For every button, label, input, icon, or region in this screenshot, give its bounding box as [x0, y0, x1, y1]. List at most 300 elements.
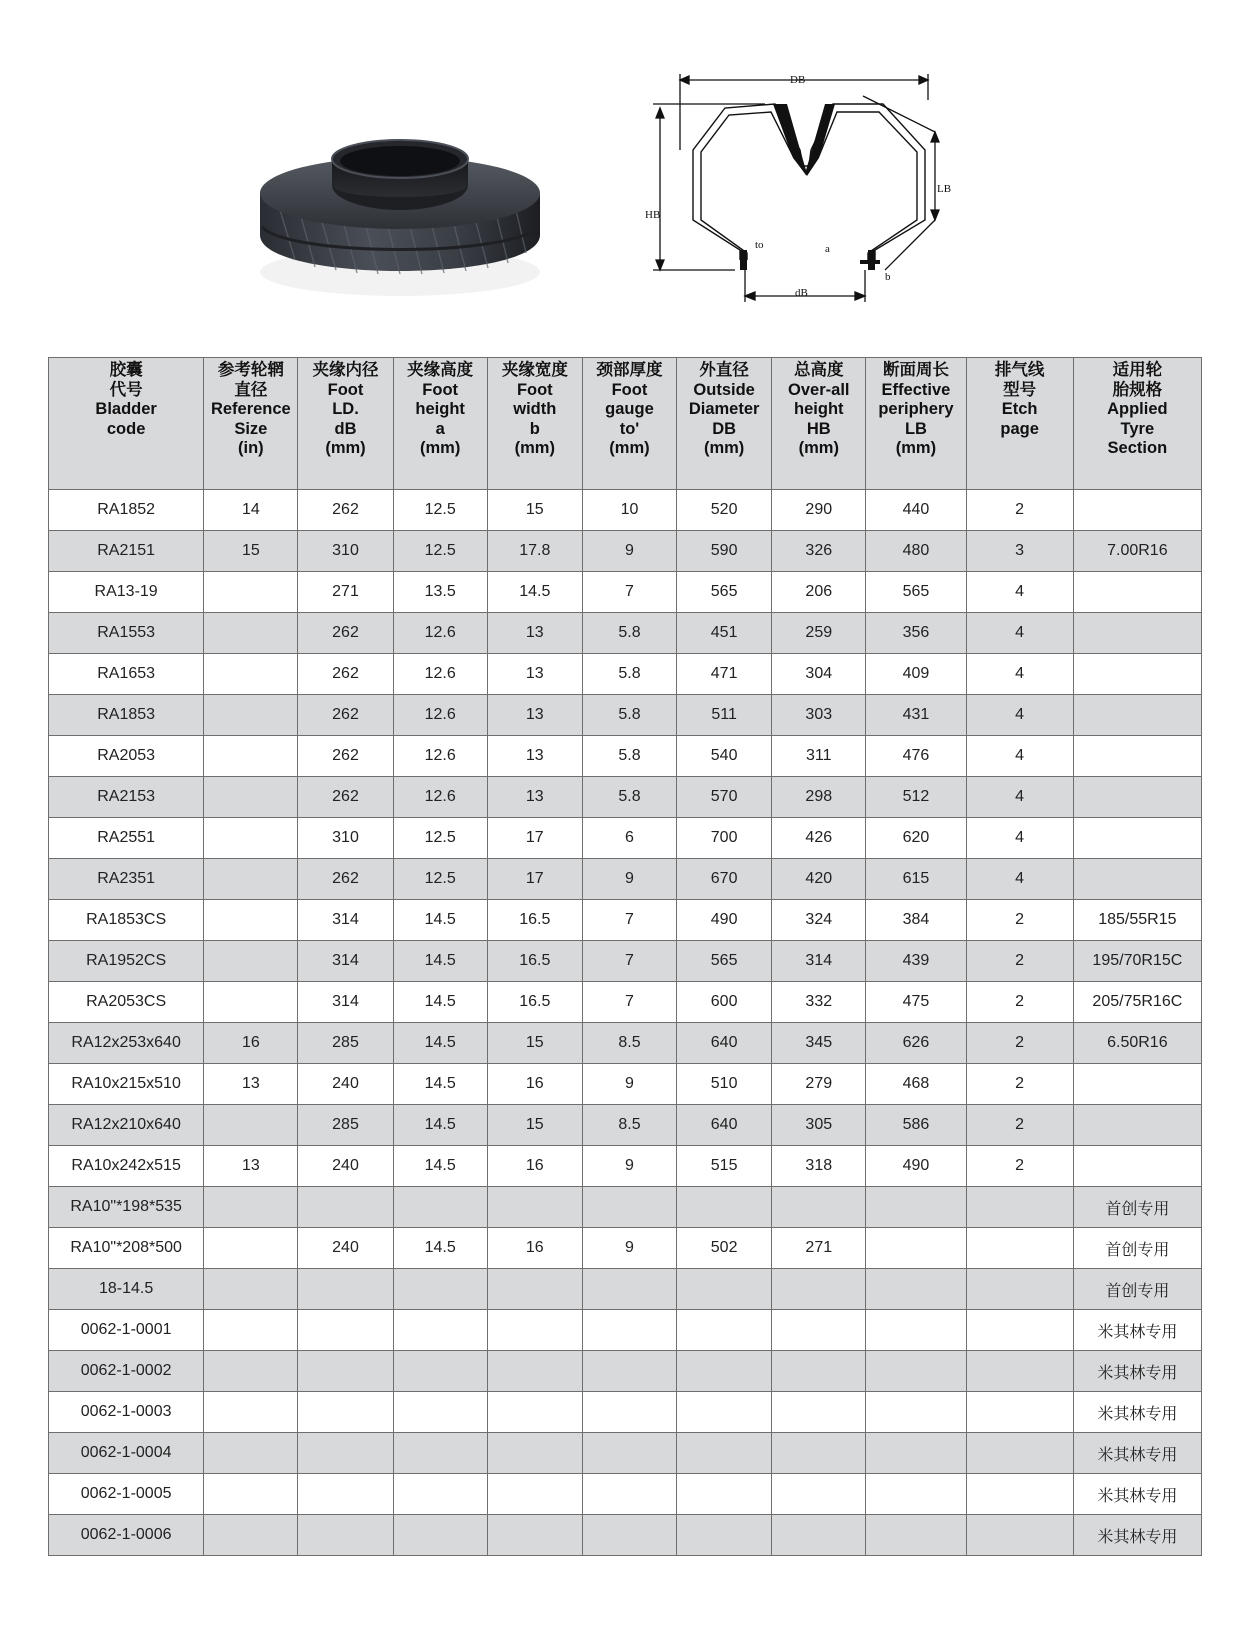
table-cell: 16.5 — [487, 941, 582, 982]
table-cell: 471 — [677, 654, 772, 695]
table-cell: 590 — [677, 531, 772, 572]
table-cell — [204, 859, 298, 900]
column-header-line: Outside — [693, 380, 755, 399]
bladder-code-cell: RA2153 — [49, 777, 204, 818]
table-cell: 15 — [487, 1023, 582, 1064]
table-cell: 565 — [677, 941, 772, 982]
table-cell — [866, 1187, 966, 1228]
lb-label: LB — [937, 183, 952, 195]
table-cell: 2 — [966, 1023, 1073, 1064]
table-cell: 2 — [966, 1064, 1073, 1105]
table-cell: 14.5 — [487, 572, 582, 613]
table-cell: 9 — [582, 531, 676, 572]
table-cell — [487, 1351, 582, 1392]
column-header — [49, 358, 204, 490]
db-inner-label: dB — [795, 287, 808, 299]
table-cell: 620 — [866, 818, 966, 859]
table-cell: 6.50R16 — [1073, 1023, 1201, 1064]
table-cell: 640 — [677, 1105, 772, 1146]
column-header-line: code — [106, 419, 146, 438]
bladder-code-cell: RA10"*208*500 — [49, 1228, 204, 1269]
table-cell: 8.5 — [582, 1105, 676, 1146]
table-cell: 615 — [866, 859, 966, 900]
table-cell — [1073, 490, 1201, 531]
table-cell: 7.00R16 — [1073, 531, 1201, 572]
table-cell: 262 — [298, 695, 393, 736]
table-cell: 10 — [582, 490, 676, 531]
table-cell: 468 — [866, 1064, 966, 1105]
table-cell: 345 — [772, 1023, 866, 1064]
table-cell: 426 — [772, 818, 866, 859]
column-header-line: 代号 — [109, 380, 143, 399]
table-row — [49, 490, 1202, 531]
table-cell: 431 — [866, 695, 966, 736]
table-cell: 259 — [772, 613, 866, 654]
bladder-code-cell: RA13-19 — [49, 572, 204, 613]
table-row — [49, 1269, 1202, 1310]
bladder-code-cell: RA1853 — [49, 695, 204, 736]
bladder-code-cell: RA2551 — [49, 818, 204, 859]
table-cell — [582, 1187, 676, 1228]
column-header-line: Over-all — [788, 380, 850, 399]
column-header — [298, 358, 393, 490]
table-cell — [966, 1351, 1073, 1392]
table-cell: 首创专用 — [1073, 1187, 1201, 1228]
table-cell: 16 — [487, 1228, 582, 1269]
table-cell — [204, 818, 298, 859]
table-cell — [966, 1433, 1073, 1474]
table-cell — [204, 1310, 298, 1351]
table-cell: 15 — [487, 490, 582, 531]
column-header-line: Tyre — [1120, 419, 1155, 438]
column-header — [1073, 358, 1201, 490]
column-header-line: 总高度 — [794, 361, 844, 379]
table-cell: 540 — [677, 736, 772, 777]
table-cell: 2 — [966, 941, 1073, 982]
table-cell: 271 — [772, 1228, 866, 1269]
table-cell: 12.5 — [393, 859, 487, 900]
column-header-line: 胶囊 — [109, 361, 143, 379]
table-cell: 12.5 — [393, 818, 487, 859]
table-cell: 9 — [582, 1228, 676, 1269]
table-cell — [204, 1269, 298, 1310]
table-cell — [772, 1187, 866, 1228]
bladder-code-cell: RA1952CS — [49, 941, 204, 982]
column-header — [866, 358, 966, 490]
table-cell — [866, 1228, 966, 1269]
table-cell: 2 — [966, 1105, 1073, 1146]
table-cell: 311 — [772, 736, 866, 777]
table-cell: 240 — [298, 1228, 393, 1269]
table-row — [49, 1474, 1202, 1515]
bladder-code-cell: RA10"*198*535 — [49, 1187, 204, 1228]
table-cell — [487, 1187, 582, 1228]
table-cell: 640 — [677, 1023, 772, 1064]
table-cell — [1073, 695, 1201, 736]
table-cell — [1073, 859, 1201, 900]
table-cell: 439 — [866, 941, 966, 982]
column-header-line: b — [529, 419, 540, 438]
bladder-code-cell: 0062-1-0006 — [49, 1515, 204, 1556]
column-header-line: LB — [904, 419, 927, 438]
column-header-line: 直径 — [234, 380, 268, 399]
table-cell: 502 — [677, 1228, 772, 1269]
table-cell: 米其林专用 — [1073, 1351, 1201, 1392]
table-row — [49, 613, 1202, 654]
table-header-row — [49, 358, 1202, 490]
table-cell — [582, 1474, 676, 1515]
column-header — [772, 358, 866, 490]
table-cell: 356 — [866, 613, 966, 654]
column-header-line: page — [1000, 419, 1039, 438]
table-cell — [393, 1515, 487, 1556]
table-row — [49, 1310, 1202, 1351]
table-cell: 13 — [204, 1064, 298, 1105]
table-cell — [772, 1269, 866, 1310]
table-cell — [1073, 654, 1201, 695]
table-cell: 17 — [487, 859, 582, 900]
bladder-code-cell: RA10x242x515 — [49, 1146, 204, 1187]
table-cell: 米其林专用 — [1073, 1310, 1201, 1351]
table-cell: 195/70R15C — [1073, 941, 1201, 982]
table-cell: 米其林专用 — [1073, 1474, 1201, 1515]
table-cell — [677, 1515, 772, 1556]
column-header-line: Foot — [422, 380, 459, 399]
table-cell — [1073, 572, 1201, 613]
table-cell: 185/55R15 — [1073, 900, 1201, 941]
bladder-code-cell: RA2053CS — [49, 982, 204, 1023]
table-cell — [772, 1392, 866, 1433]
bladder-spec-table — [48, 357, 1202, 1556]
table-cell — [204, 613, 298, 654]
column-header-line: (mm) — [703, 439, 745, 457]
table-cell — [1073, 818, 1201, 859]
table-cell: 3 — [966, 531, 1073, 572]
column-header-line: 胎规格 — [1112, 380, 1163, 399]
table-cell — [204, 1392, 298, 1433]
table-cell: 303 — [772, 695, 866, 736]
table-cell: 9 — [582, 859, 676, 900]
table-cell — [1073, 1146, 1201, 1187]
a-label: a — [825, 243, 830, 255]
table-cell: 16 — [487, 1064, 582, 1105]
table-cell — [204, 941, 298, 982]
table-cell: 5.8 — [582, 736, 676, 777]
table-cell: 240 — [298, 1064, 393, 1105]
column-header-line: HB — [806, 419, 831, 438]
table-cell — [677, 1392, 772, 1433]
table-cell: 12.5 — [393, 490, 487, 531]
bladder-code-cell: RA1553 — [49, 613, 204, 654]
table-cell: 米其林专用 — [1073, 1515, 1201, 1556]
table-cell — [204, 900, 298, 941]
table-cell: 13 — [487, 736, 582, 777]
table-cell: 262 — [298, 654, 393, 695]
table-row — [49, 900, 1202, 941]
table-cell — [772, 1515, 866, 1556]
table-cell: 16 — [487, 1146, 582, 1187]
column-header-line: (mm) — [798, 439, 839, 457]
table-cell — [393, 1310, 487, 1351]
column-header-line: a — [435, 419, 445, 438]
column-header-line: periphery — [878, 400, 954, 418]
table-cell: 490 — [677, 900, 772, 941]
table-cell: 9 — [582, 1064, 676, 1105]
column-header-line: (mm) — [325, 439, 366, 457]
table-cell — [298, 1474, 393, 1515]
table-row — [49, 777, 1202, 818]
table-cell — [866, 1310, 966, 1351]
table-cell: 5.8 — [582, 613, 676, 654]
column-header — [487, 358, 582, 490]
table-cell: 米其林专用 — [1073, 1433, 1201, 1474]
table-row — [49, 859, 1202, 900]
table-cell — [582, 1351, 676, 1392]
table-cell: 476 — [866, 736, 966, 777]
table-cell: 4 — [966, 613, 1073, 654]
table-cell: 15 — [487, 1105, 582, 1146]
bladder-code-cell: 0062-1-0005 — [49, 1474, 204, 1515]
table-cell — [677, 1351, 772, 1392]
table-row — [49, 818, 1202, 859]
table-cell: 384 — [866, 900, 966, 941]
table-cell: 304 — [772, 654, 866, 695]
table-cell — [204, 1474, 298, 1515]
table-cell — [1073, 1105, 1201, 1146]
column-header-line: Foot — [327, 380, 364, 399]
column-header-line: 夹缘内径 — [312, 361, 379, 379]
table-cell: 600 — [677, 982, 772, 1023]
column-header-line: 排气线 — [994, 361, 1045, 379]
table-cell — [677, 1474, 772, 1515]
table-cell — [204, 1187, 298, 1228]
column-header-line: Applied — [1107, 400, 1168, 418]
table-cell: 12.6 — [393, 613, 487, 654]
table-cell — [487, 1269, 582, 1310]
table-cell: 4 — [966, 695, 1073, 736]
bladder-code-cell: RA2053 — [49, 736, 204, 777]
table-cell — [866, 1392, 966, 1433]
table-cell — [966, 1187, 1073, 1228]
table-row — [49, 654, 1202, 695]
table-cell — [298, 1392, 393, 1433]
table-cell — [866, 1515, 966, 1556]
table-cell: 14.5 — [393, 1146, 487, 1187]
table-row — [49, 1064, 1202, 1105]
table-cell: 13 — [487, 695, 582, 736]
column-header — [582, 358, 676, 490]
table-cell: 16.5 — [487, 982, 582, 1023]
column-header-line: Etch — [1001, 400, 1038, 418]
table-cell: 13 — [487, 654, 582, 695]
table-cell: 314 — [298, 900, 393, 941]
table-cell: 310 — [298, 531, 393, 572]
table-cell — [582, 1310, 676, 1351]
table-cell: 5.8 — [582, 695, 676, 736]
table-cell: 262 — [298, 777, 393, 818]
table-row — [49, 1146, 1202, 1187]
table-cell — [677, 1310, 772, 1351]
table-cell: 279 — [772, 1064, 866, 1105]
column-header-line: height — [794, 400, 844, 418]
bladder-code-cell: 0062-1-0003 — [49, 1392, 204, 1433]
column-header-line: 夹缘宽度 — [501, 361, 568, 379]
table-cell: 480 — [866, 531, 966, 572]
table-cell — [298, 1351, 393, 1392]
table-cell: 314 — [298, 941, 393, 982]
table-cell — [204, 654, 298, 695]
table-cell — [582, 1392, 676, 1433]
table-cell: 7 — [582, 982, 676, 1023]
table-cell: 565 — [677, 572, 772, 613]
table-row — [49, 572, 1202, 613]
db-outer-label: DB — [790, 74, 806, 86]
column-header-line: 参考轮辋 — [217, 361, 284, 379]
column-header-line: to' — [619, 419, 640, 438]
table-cell — [204, 572, 298, 613]
table-cell: 5.8 — [582, 777, 676, 818]
table-cell: 14.5 — [393, 1064, 487, 1105]
table-cell: 512 — [866, 777, 966, 818]
table-cell: 670 — [677, 859, 772, 900]
column-header-line: Section — [1107, 439, 1168, 457]
table-cell: 290 — [772, 490, 866, 531]
column-header-line: Reference — [210, 400, 291, 418]
table-cell: 15 — [204, 531, 298, 572]
table-cell: 17.8 — [487, 531, 582, 572]
column-header-line: Foot — [516, 380, 553, 399]
bladder-code-cell: RA2351 — [49, 859, 204, 900]
table-cell: 565 — [866, 572, 966, 613]
table-row — [49, 1351, 1202, 1392]
table-cell — [772, 1433, 866, 1474]
table-cell: 米其林专用 — [1073, 1392, 1201, 1433]
column-header-line: 夹缘高度 — [407, 361, 474, 379]
table-cell: 490 — [866, 1146, 966, 1187]
table-cell: 4 — [966, 736, 1073, 777]
table-cell: 13 — [204, 1146, 298, 1187]
table-cell: 5.8 — [582, 654, 676, 695]
table-cell: 262 — [298, 736, 393, 777]
table-cell: 6 — [582, 818, 676, 859]
table-cell — [393, 1351, 487, 1392]
table-cell — [772, 1310, 866, 1351]
column-header-line: (mm) — [609, 439, 650, 457]
column-header-line: Bladder — [95, 400, 157, 418]
table-cell — [966, 1392, 1073, 1433]
table-cell: 324 — [772, 900, 866, 941]
table-cell: 440 — [866, 490, 966, 531]
table-cell: 13 — [487, 613, 582, 654]
column-header-line: (mm) — [895, 439, 937, 457]
table-cell — [487, 1474, 582, 1515]
table-cell: 16 — [204, 1023, 298, 1064]
bladder-photo — [250, 135, 550, 305]
table-cell: 240 — [298, 1146, 393, 1187]
column-header-line: Effective — [881, 380, 951, 399]
table-row — [49, 941, 1202, 982]
table-cell — [393, 1433, 487, 1474]
table-cell — [298, 1433, 393, 1474]
table-cell: 511 — [677, 695, 772, 736]
table-cell — [298, 1269, 393, 1310]
table-cell — [772, 1474, 866, 1515]
table-cell: 409 — [866, 654, 966, 695]
table-cell: 570 — [677, 777, 772, 818]
column-header — [204, 358, 298, 490]
bladder-code-cell: 0062-1-0001 — [49, 1310, 204, 1351]
table-cell: 4 — [966, 859, 1073, 900]
column-header-line: height — [415, 400, 465, 418]
column-header-line: dB — [334, 419, 357, 438]
table-row — [49, 1023, 1202, 1064]
column-header — [677, 358, 772, 490]
column-header-line: Size — [234, 419, 268, 438]
table-cell — [966, 1474, 1073, 1515]
table-cell: 13.5 — [393, 572, 487, 613]
table-cell — [298, 1310, 393, 1351]
column-header-line: LD. — [332, 400, 359, 418]
table-cell: 14.5 — [393, 982, 487, 1023]
table-cell: 7 — [582, 572, 676, 613]
table-cell: 7 — [582, 941, 676, 982]
table-cell: 12.5 — [393, 531, 487, 572]
table-cell: 305 — [772, 1105, 866, 1146]
table-cell: 475 — [866, 982, 966, 1023]
table-cell: 12.6 — [393, 654, 487, 695]
table-cell — [966, 1269, 1073, 1310]
table-cell: 586 — [866, 1105, 966, 1146]
table-cell — [966, 1228, 1073, 1269]
table-cell — [582, 1269, 676, 1310]
table-cell: 310 — [298, 818, 393, 859]
table-cell — [487, 1515, 582, 1556]
table-cell — [966, 1310, 1073, 1351]
table-row — [49, 736, 1202, 777]
table-cell: 262 — [298, 490, 393, 531]
table-cell — [677, 1433, 772, 1474]
table-cell: 205/75R16C — [1073, 982, 1201, 1023]
table-row — [49, 1228, 1202, 1269]
table-cell: 510 — [677, 1064, 772, 1105]
table-cell: 318 — [772, 1146, 866, 1187]
table-cell — [204, 777, 298, 818]
table-cell — [582, 1433, 676, 1474]
bladder-code-cell: RA12x253x640 — [49, 1023, 204, 1064]
to-label: to — [755, 239, 764, 251]
table-cell — [393, 1187, 487, 1228]
column-header-line: 型号 — [1003, 380, 1037, 399]
table-cell: 314 — [298, 982, 393, 1023]
table-cell — [204, 1105, 298, 1146]
table-cell — [582, 1515, 676, 1556]
column-header — [393, 358, 487, 490]
table-cell — [204, 736, 298, 777]
table-cell: 4 — [966, 654, 1073, 695]
table-body — [49, 490, 1202, 1556]
table-cell — [677, 1187, 772, 1228]
table-cell — [393, 1269, 487, 1310]
table-cell: 2 — [966, 1146, 1073, 1187]
table-row — [49, 531, 1202, 572]
table-cell: 2 — [966, 982, 1073, 1023]
table-cell: 14.5 — [393, 900, 487, 941]
table-cell: 12.6 — [393, 736, 487, 777]
bladder-code-cell: RA10x215x510 — [49, 1064, 204, 1105]
column-header — [966, 358, 1073, 490]
table-row — [49, 1187, 1202, 1228]
table-row — [49, 982, 1202, 1023]
